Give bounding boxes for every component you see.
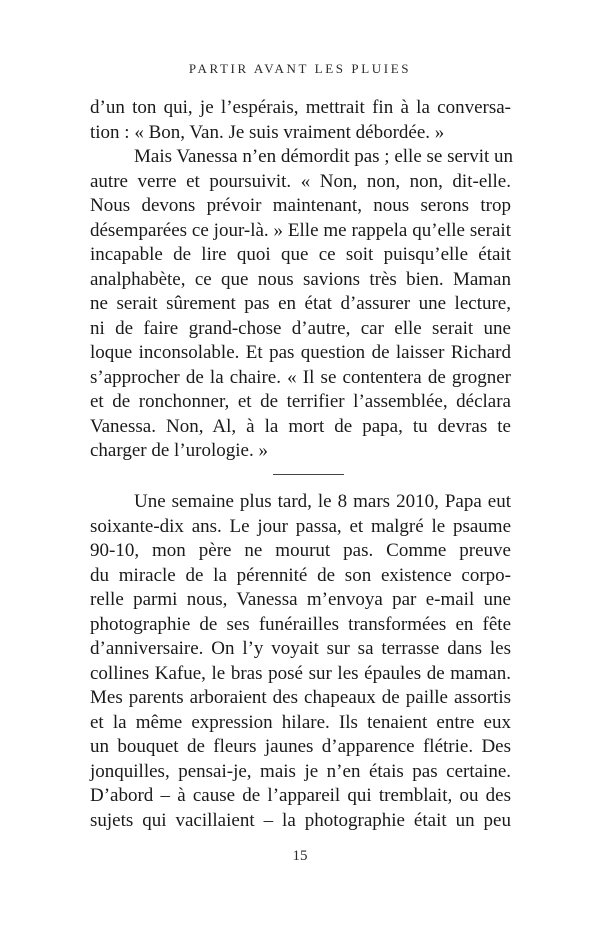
- text-line: du miracle de la pérennité de son existence corpo-: [90, 564, 511, 586]
- text-line: un bouquet de fleurs jaunes d’apparence flétrie. Des: [90, 736, 511, 757]
- text-line: photographie de ses funérailles transformées en fête: [90, 613, 511, 635]
- text-line: loque inconsolable. Et pas question de laisser Richard: [90, 342, 511, 363]
- running-head: PARTIR AVANT LES PLUIES: [188, 61, 412, 76]
- text-line: soixante-dix ans. Le jour passa, et malgré le psaume: [90, 515, 511, 537]
- text-line: et la même expression hilare. Ils tenaient entre eux: [90, 711, 511, 733]
- text-line: d’un ton qui, je l’espérais, mettrait fin à la conversa-: [90, 97, 511, 118]
- text-line: Mais Vanessa n’en démordit pas ; elle se servit un: [134, 146, 514, 167]
- text-line: Mes parents arboraient des chapeaux de paille assortis: [90, 687, 511, 708]
- text-line: incapable de lire quoi que ce soit puisqu’elle était: [90, 244, 511, 265]
- text-line: ne serait sûrement pas en état d’assurer une lecture,: [90, 293, 511, 314]
- text-line: Vanessa. Non, Al, à la mort de papa, tu devras te: [90, 415, 511, 437]
- text-line: jonquilles, pensai-je, mais je n’en étais pas certaine.: [90, 760, 511, 782]
- text-line: autre verre et poursuivit. « Non, non, non, dit-elle.: [90, 170, 511, 192]
- page-number: 15: [292, 848, 308, 864]
- text-line: ni de faire grand-chose d’autre, car elle serait une: [90, 317, 511, 339]
- text-line: 90-10, mon père ne mourut pas. Comme preuve: [90, 540, 511, 561]
- text-section-2: [90, 490, 511, 833]
- text-line: d’anniversaire. On l’y voyait sur sa terrasse dans les: [90, 638, 511, 659]
- text-line: s’approcher de la chaire. « Il se contentera de grogner: [90, 366, 511, 388]
- text-line: tion : « Bon, Van. Je suis vraiment débordée. »: [90, 121, 445, 143]
- text-line: Une semaine plus tard, le 8 mars 2010, Papa eut: [134, 491, 511, 512]
- text-line: collines Kafue, le bras posé sur les épaules de maman.: [90, 662, 511, 684]
- text-line: analphabète, ce que nous savions très bien. Maman: [90, 268, 511, 290]
- text-line: Nous devons prévoir maintenant, nous serons trop: [90, 195, 511, 216]
- text-section-1: [90, 96, 514, 464]
- text-line: D’abord – à cause de l’appareil qui tremblait, ou des: [90, 785, 511, 806]
- text-line: sujets qui vacillaient – la photographie était un peu: [90, 809, 511, 831]
- text-line: relle parmi nous, Vanessa m’envoya par e-mail une: [90, 589, 511, 610]
- text-line: charger de l’urologie. »: [90, 440, 268, 461]
- text-line: désemparées ce jour-là. » Elle me rappela qu’elle serait: [90, 219, 511, 241]
- text-line: et de ronchonner, et de terrifier l’assemblée, déclara: [90, 391, 511, 412]
- section-divider: [273, 474, 344, 475]
